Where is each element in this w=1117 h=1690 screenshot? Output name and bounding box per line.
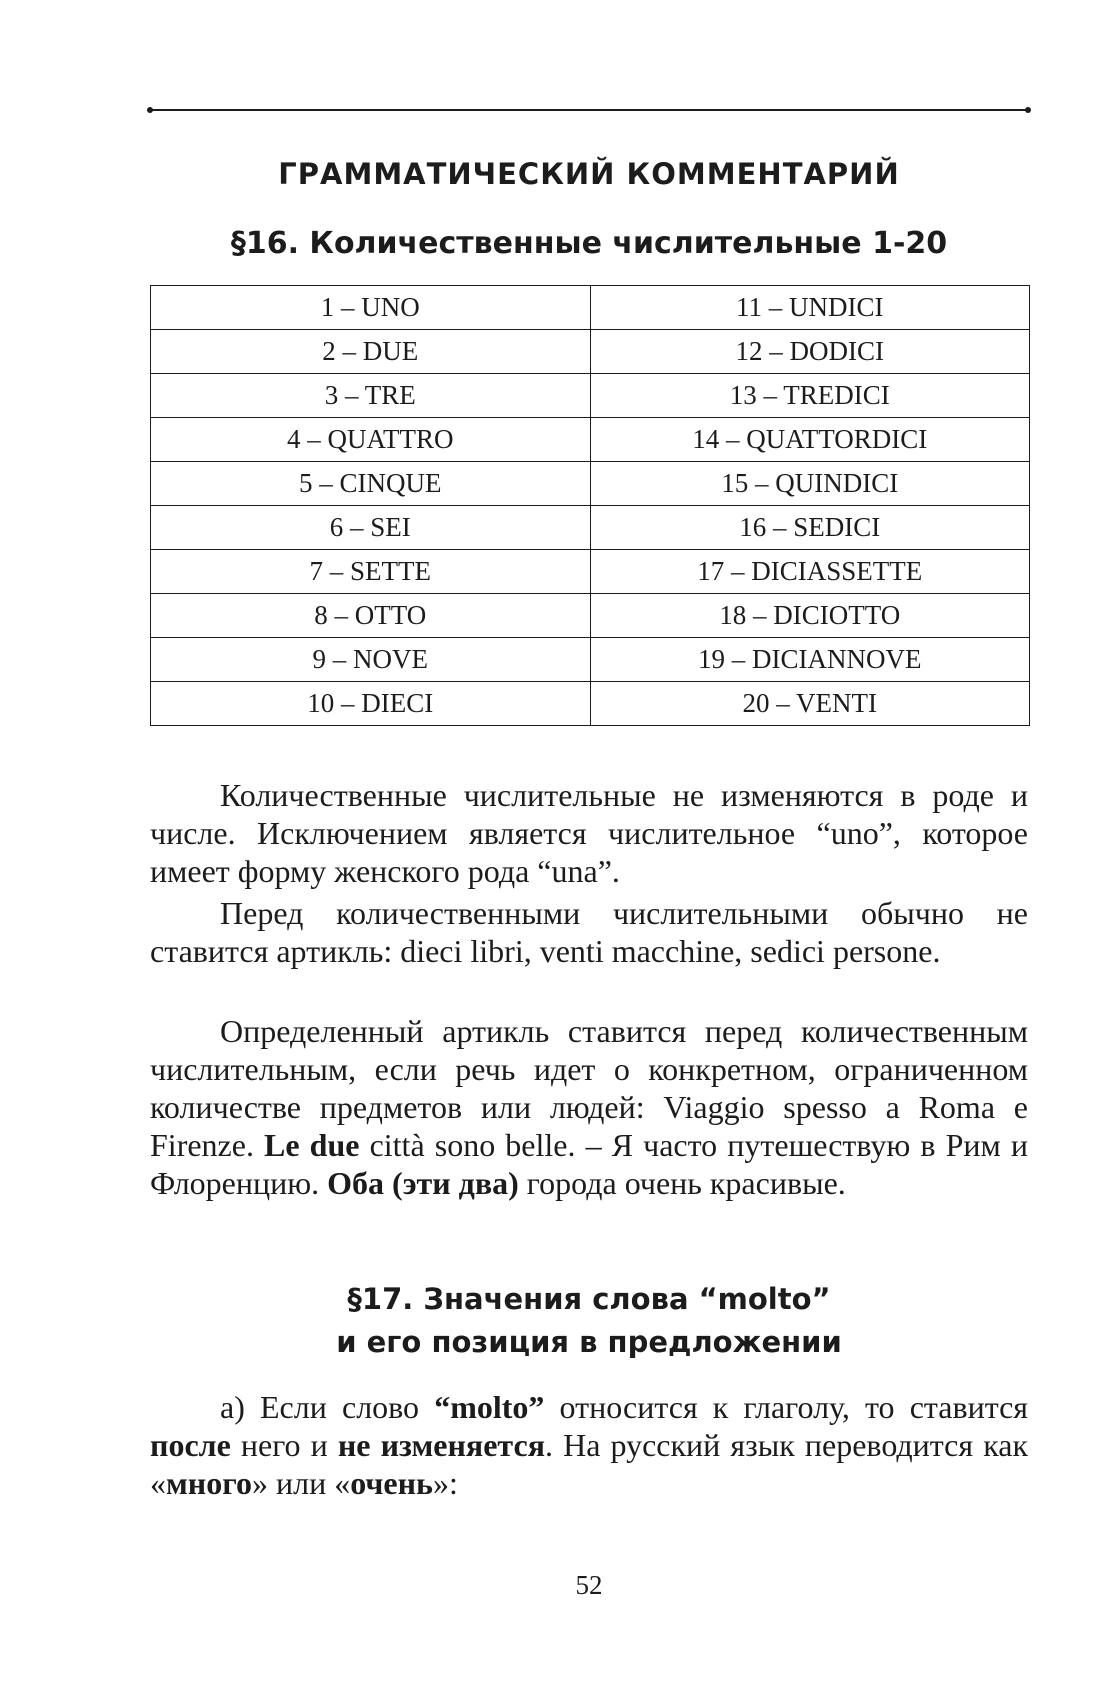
paragraph-4-bold: “molto”: [434, 1389, 545, 1425]
paragraph-3: [150, 1012, 1028, 1202]
table-cell: 7 – SETTE: [151, 550, 591, 594]
table-row: [151, 682, 1030, 726]
page-heading: ГРАММАТИЧЕСКИЙ КОММЕНТАРИЙ: [278, 157, 900, 191]
table-cell: 20 – VENTI: [590, 682, 1030, 726]
paragraph-3-bold: Оба (эти два): [327, 1165, 519, 1201]
paragraph-4-text: . На русский язык переводится как «: [150, 1427, 1028, 1501]
table-cell: 14 – QUATTORDICI: [590, 418, 1030, 462]
paragraph-4-bold: много: [166, 1465, 252, 1501]
table-row: [151, 638, 1030, 682]
paragraph-4: [150, 1388, 1028, 1502]
table-cell: 8 – OTTO: [151, 594, 591, 638]
section-17-title-line-2: и его позиция в предложении: [336, 1325, 842, 1359]
table-cell: 1 – UNO: [151, 286, 591, 330]
paragraph-4-bold: очень: [350, 1465, 433, 1501]
paragraph-1-text: Количественные числительные не изменяются в роде и числе. Исключением является числительное “uno”, которое имеет форму женского рода “una”.: [150, 777, 1028, 889]
table-cell: 17 – DICIASSETTE: [590, 550, 1030, 594]
table-cell: 16 – SEDICI: [590, 506, 1030, 550]
table-cell: 15 – QUINDICI: [590, 462, 1030, 506]
table-cell: 10 – DIECI: [151, 682, 591, 726]
table-row: [151, 506, 1030, 550]
table-row: [151, 330, 1030, 374]
table-cell: 19 – DICIANNOVE: [590, 638, 1030, 682]
paragraph-3-text: Определенный артикль ставится перед количественным числительным, если речь идет о конкретном, ограниченном количестве предметов или людей: Viaggio spesso a Roma e Firenze.: [150, 1013, 1028, 1163]
top-rule: [150, 109, 1028, 111]
table-cell: 12 – DODICI: [590, 330, 1030, 374]
table-row: [151, 286, 1030, 330]
table-cell: 2 – DUE: [151, 330, 591, 374]
paragraph-4-bold: после: [150, 1427, 231, 1463]
table-cell: 13 – TREDICI: [590, 374, 1030, 418]
table-cell: 4 – QUATTRO: [151, 418, 591, 462]
paragraph-3-bold: Le due: [264, 1127, 360, 1163]
paragraph-4-bold: не изменяется: [337, 1427, 546, 1463]
paragraph-4-text: относится к глаголу, то ставится: [544, 1389, 1029, 1425]
section-17-title: [150, 1278, 1028, 1364]
paragraph-4-text: » или «: [251, 1465, 351, 1501]
paragraph-2: [150, 894, 1028, 970]
section-17-title-line-1: §17. Значения слова “molto”: [347, 1282, 831, 1316]
table-row: [151, 594, 1030, 638]
page-number: 52: [575, 1570, 603, 1600]
table-cell: 5 – CINQUE: [151, 462, 591, 506]
numbers-table: [150, 285, 1030, 726]
table-cell: 11 – UNDICI: [590, 286, 1030, 330]
paragraph-4-text: а) Если слово: [220, 1389, 435, 1425]
table-row: [151, 418, 1030, 462]
table-cell: 9 – NOVE: [151, 638, 591, 682]
table-cell: 3 – TRE: [151, 374, 591, 418]
section-16-title: §16. Количественные числительные 1-20: [230, 226, 948, 261]
table-cell: 18 – DICIOTTO: [590, 594, 1030, 638]
paragraph-1: [150, 776, 1028, 890]
paragraph-3-text: города очень красивые.: [518, 1165, 846, 1201]
table-cell: 6 – SEI: [151, 506, 591, 550]
table-row: [151, 550, 1030, 594]
paragraph-3-text: città sono belle. – Я часто путешествую в Рим и Флоренцию.: [150, 1127, 1029, 1201]
table-row: [151, 374, 1030, 418]
paragraph-4-text: »:: [432, 1465, 458, 1501]
table-row: [151, 462, 1030, 506]
paragraph-2-text: Перед количественными числительными обычно не ставится артикль: dieci libri, venti macchine, sedici persone.: [150, 895, 1028, 969]
paragraph-4-text: него и: [230, 1427, 338, 1463]
